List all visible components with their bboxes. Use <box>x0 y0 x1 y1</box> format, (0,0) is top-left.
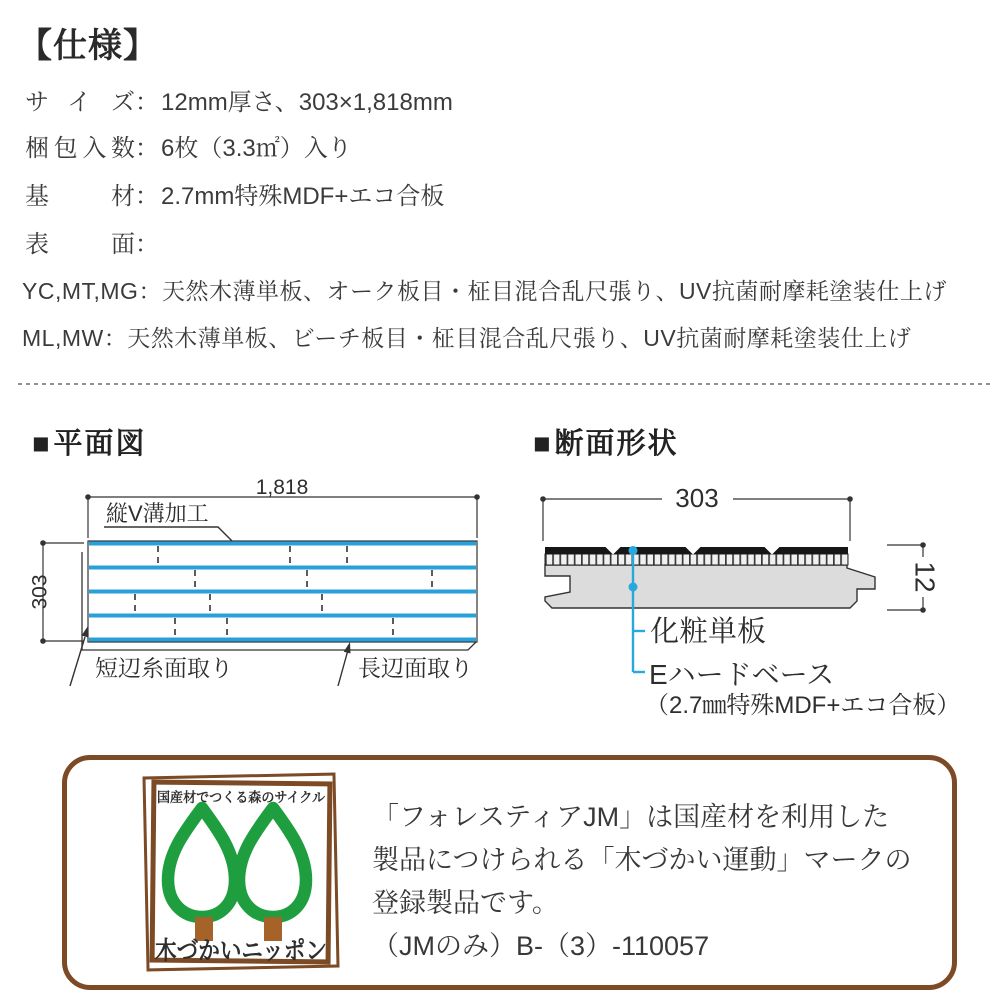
spec-row-surface <box>25 224 161 259</box>
certification-text <box>372 796 932 968</box>
spec-value: 2.7mm特殊MDF+エコ合板 <box>161 183 445 210</box>
surface-spec-line-beech: ML,MW：天然木薄単板、ビーチ板目・柾目混合乱尺張り、UV抗菌耐摩耗塗装仕上げ <box>22 325 912 351</box>
surface-spec-line-oak: YC,MT,MG：天然木薄単板、オーク板目・柾目混合乱尺張り、UV抗菌耐摩耗塗装仕上げ <box>22 278 947 304</box>
plan-view-drawing <box>20 468 520 703</box>
long-edge-chamfer-label: 長辺面取り <box>358 655 473 681</box>
board-core-profile <box>545 565 875 608</box>
page-title: 【仕様】 <box>18 27 158 65</box>
spec-row-base <box>25 176 444 211</box>
spec-row-packing <box>25 128 352 163</box>
logo-bottom-caption: 木づかいニッポン <box>155 937 327 965</box>
certification-line: 「フォレスティアJM」は国産材を利用した <box>372 802 890 832</box>
spec-colon: ： <box>135 89 159 116</box>
spec-value: 6枚（3.3㎡）入り <box>161 135 352 162</box>
plan-width-dimension-label: 1,818 <box>255 476 309 499</box>
kizukai-nippon-logo <box>138 766 345 978</box>
certification-line: 製品につけられる「木づかい運動」マークの <box>372 845 912 875</box>
cross-section-drawing <box>530 468 1000 730</box>
spec-label: サイズ <box>25 89 135 116</box>
plan-view-heading <box>32 421 147 462</box>
cross-section-heading <box>533 421 679 462</box>
spec-value: 12mm厚さ、303×1,818mm <box>161 89 453 116</box>
short-edge-chamfer-label: 短辺糸面取り <box>95 655 233 681</box>
spec-label: 表面 <box>25 231 135 258</box>
leader-dot <box>629 583 638 592</box>
v-groove-label: 縦V溝加工 <box>106 501 209 526</box>
certification-line: 登録製品です。 <box>372 888 559 918</box>
base-label: Eハードベース <box>649 659 835 690</box>
spec-label: 梱包入数 <box>25 135 135 162</box>
square-marker-icon: ■ <box>533 428 553 460</box>
long-edge-leader-line <box>338 650 348 686</box>
spec-colon: ： <box>135 231 159 258</box>
plan-height-dimension-label: 303 <box>28 574 52 610</box>
cross-section-heading-label: 断面形状 <box>554 428 679 460</box>
spec-colon: ： <box>135 135 159 162</box>
veneer-label: 化粧単板 <box>650 616 767 648</box>
logo-top-caption: 国産材でつくる森のサイクル <box>157 790 331 805</box>
section-thickness-dimension-label: 12 <box>909 561 941 593</box>
short-edge-leader-line <box>70 637 85 686</box>
leader-dot <box>629 546 638 555</box>
dimension-end-dot <box>40 638 46 644</box>
registration-number: （JMのみ）B-（3）-110057 <box>372 931 710 961</box>
spec-label: 基材 <box>25 183 135 210</box>
base-note-label: （2.7㎜特殊MDF+エコ合板） <box>645 692 961 719</box>
arrowhead <box>344 642 351 654</box>
spec-colon: ： <box>135 183 159 210</box>
spec-row-size <box>25 82 453 117</box>
mdf-layer-hatch <box>545 554 848 565</box>
section-width-dimension-label: 303 <box>675 483 719 513</box>
plan-view-heading-label: 平面図 <box>53 428 147 460</box>
dimension-end-dot <box>40 540 46 546</box>
dashed-divider <box>18 383 992 385</box>
square-marker-icon: ■ <box>32 428 52 460</box>
